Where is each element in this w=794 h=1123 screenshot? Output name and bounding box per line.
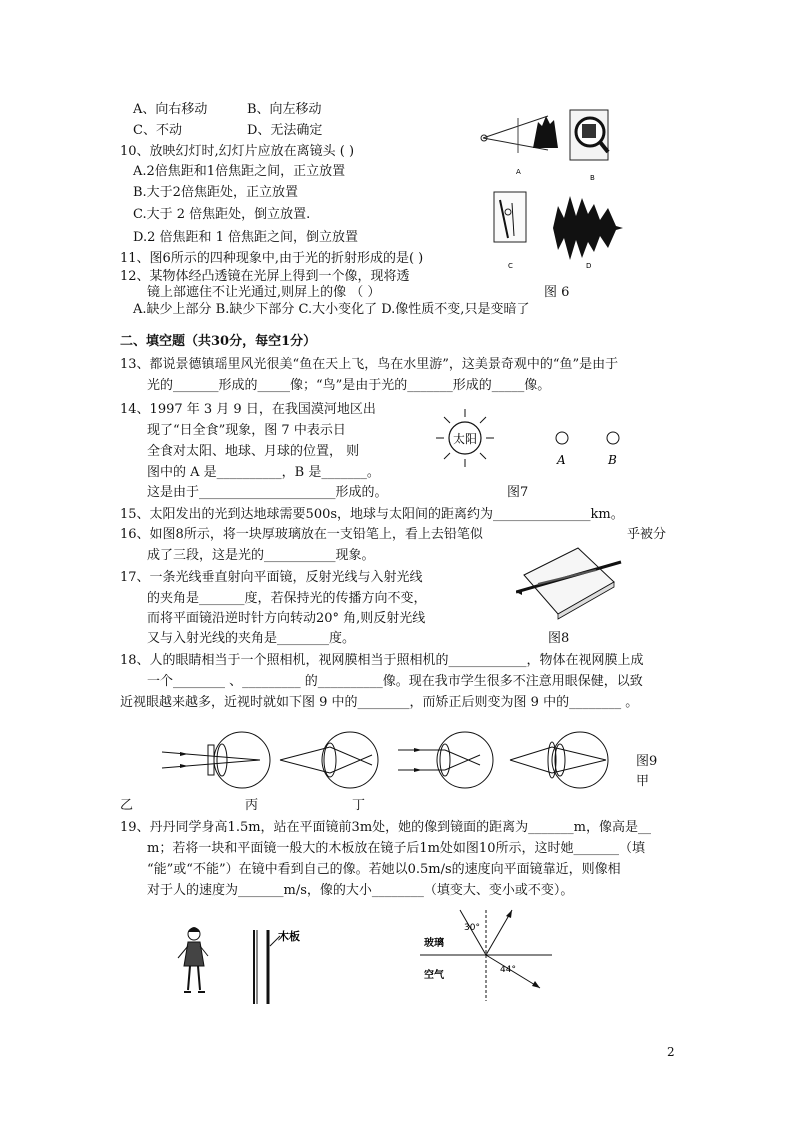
figure-6-label-a: A — [516, 168, 521, 176]
question-10-option-a: A.2倍焦距和1倍焦距之间，正立放置 — [133, 164, 346, 179]
question-17-line3: 而将平面镜沿逆时针方向转动20° 角,则反射光线 — [147, 611, 426, 626]
figure-9-label-jia: 甲 — [636, 774, 650, 789]
option-c: C、不动 — [133, 123, 182, 138]
question-18-line3: 近视眼越来越多，近视时就如下图 9 中的________，而矫正后则变为图 9 中的________ 。 — [120, 695, 639, 710]
page-number: 2 — [667, 1045, 675, 1059]
question-14-line2: 现了“日全食”现象，图 7 中表示日 — [147, 423, 346, 438]
question-17-line4: 又与入射光线的夹角是________度。 — [147, 631, 356, 646]
mirror-icon — [254, 930, 268, 1004]
refraction-figure — [420, 908, 555, 1003]
option-b: B、向左移动 — [247, 102, 322, 117]
question-14-line1: 14、1997 年 3 月 9 日，在我国漠河地区出 — [120, 402, 376, 417]
body-b-circle — [607, 432, 619, 444]
section-2-heading: 二、填空题（共30分，每空1分） — [120, 334, 317, 349]
body-a-label: A — [557, 453, 566, 467]
figure-9-label-bing: 丙 — [245, 798, 259, 813]
figure-6-c-image — [494, 192, 526, 242]
angle-44-label: 44° — [500, 965, 516, 975]
figure-9-label-yi: 乙 — [120, 798, 134, 813]
glass-label: 玻璃 — [424, 938, 444, 949]
figure-6-label-b: B — [590, 174, 595, 182]
question-17-line1: 17、一条光线垂直射向平面镜，反射光线与入射光线 — [120, 570, 423, 585]
question-12-options: A.缺少上部分 B.缺少下部分 C.大小变化了 D.像性质不变,只是变暗了 — [133, 302, 530, 317]
question-19-line3: “能”或“不能”）在镜中看到自己的像。若她以0.5m/s的速度向平面镜靠近，则像相 — [147, 862, 621, 877]
question-11: 11、图6所示的四种现象中,由于光的折射形成的是( ) — [120, 251, 424, 266]
figure-8-caption: 图8 — [548, 631, 570, 646]
question-10-option-b: B.大于2倍焦距处，正立放置 — [133, 185, 298, 200]
body-b-label: B — [608, 453, 617, 467]
question-18-line1: 18、人的眼睛相当于一个照相机，视网膜相当于照相机的____________，物体在视网膜上成 — [120, 653, 644, 668]
question-19-line2: m；若将一块和平面镜一般大的木板放在镜子后1m处如图10所示，这时她_______（填 — [147, 841, 645, 856]
option-a: A、向右移动 — [133, 102, 208, 117]
question-18-line2: 一个________ 、_________ 的__________像。现在我市学生很多不注意用眼保健，以致 — [147, 674, 643, 689]
sun-label: 太阳 — [452, 432, 478, 446]
question-14-line3: 全食对太阳、地球、月球的位置， 则 — [147, 444, 360, 459]
figure-8 — [516, 540, 626, 628]
question-10: 10、放映幻灯时,幻灯片应放在离镜头 ( ) — [120, 144, 355, 159]
figure-7-caption: 图7 — [507, 485, 529, 500]
option-d: D、无法确定 — [247, 123, 323, 138]
figure-9-eye-bing — [398, 732, 493, 788]
question-10-option-d: D.2 倍焦距和 1 倍焦距之间，倒立放置 — [133, 230, 359, 245]
question-19-line1: 19、丹丹同学身高1.5m，站在平面镜前3m处，她的像到镜面的距离为_______m，像高是__ — [120, 820, 651, 835]
figure-6-label-c: C — [508, 262, 513, 270]
figure-9 — [160, 725, 630, 795]
angle-30-label: 30° — [464, 923, 480, 933]
figure-10 — [170, 920, 310, 1005]
question-13-line1: 13、都说景德镇瑶里风光很美“鱼在天上飞，鸟在水里游”，这美景奇观中的“鱼”是由于 — [120, 357, 619, 372]
figure-6-caption: 图 6 — [544, 285, 570, 300]
question-16-line1-end: 乎被分 — [627, 527, 667, 542]
figure-6-label-d: D — [586, 262, 592, 270]
board-label: 木板 — [278, 930, 300, 943]
figure-9-eye-ding — [510, 732, 608, 788]
question-12-line1: 12、某物体经凸透镜在光屏上得到一个像，现将透 — [120, 269, 410, 284]
body-a-circle — [556, 432, 568, 444]
question-16-line1: 16、如图8所示，将一块厚玻璃放在一支铅笔上，看上去铅笔似 — [120, 527, 483, 542]
question-15: 15、太阳发出的光到达地球需要500s，地球与太阳间的距离约为_______________km。 — [120, 507, 624, 522]
question-16-line2: 成了三段，这是光的___________现象。 — [147, 548, 375, 563]
question-12-line2: 镜上部遮住不让光通过,则屏上的像 （ ） — [147, 285, 381, 300]
girl-figure-icon — [178, 927, 208, 992]
question-17-line2: 的夹角是_______度，若保持光的传播方向不变， — [147, 591, 427, 606]
figure-9-eye-yi — [280, 732, 378, 788]
question-10-option-c: C.大于 2 倍焦距处，倒立放置. — [133, 207, 311, 222]
figure-6 — [478, 108, 638, 273]
figure-7 — [430, 404, 630, 474]
figure-9-caption: 图9 — [636, 754, 658, 769]
question-14-line5: 这是由于_____________________形成的。 — [147, 485, 388, 500]
figure-9-eye-jia — [162, 732, 270, 788]
question-13-line2: 光的_______形成的_____像；“鸟”是由于光的_______形成的_____像。 — [147, 378, 551, 393]
question-14-line4: 图中的 A 是__________，B 是_______。 — [147, 465, 380, 480]
figure-9-label-ding: 丁 — [352, 798, 366, 813]
air-label: 空气 — [424, 970, 444, 981]
figure-6-d-image — [553, 196, 623, 260]
figure-6-a-image — [481, 116, 558, 153]
figure-6-b-image — [570, 110, 608, 160]
question-19-line4: 对于人的速度为_______m/s，像的大小________（填变大、变小或不变）。 — [147, 883, 574, 898]
